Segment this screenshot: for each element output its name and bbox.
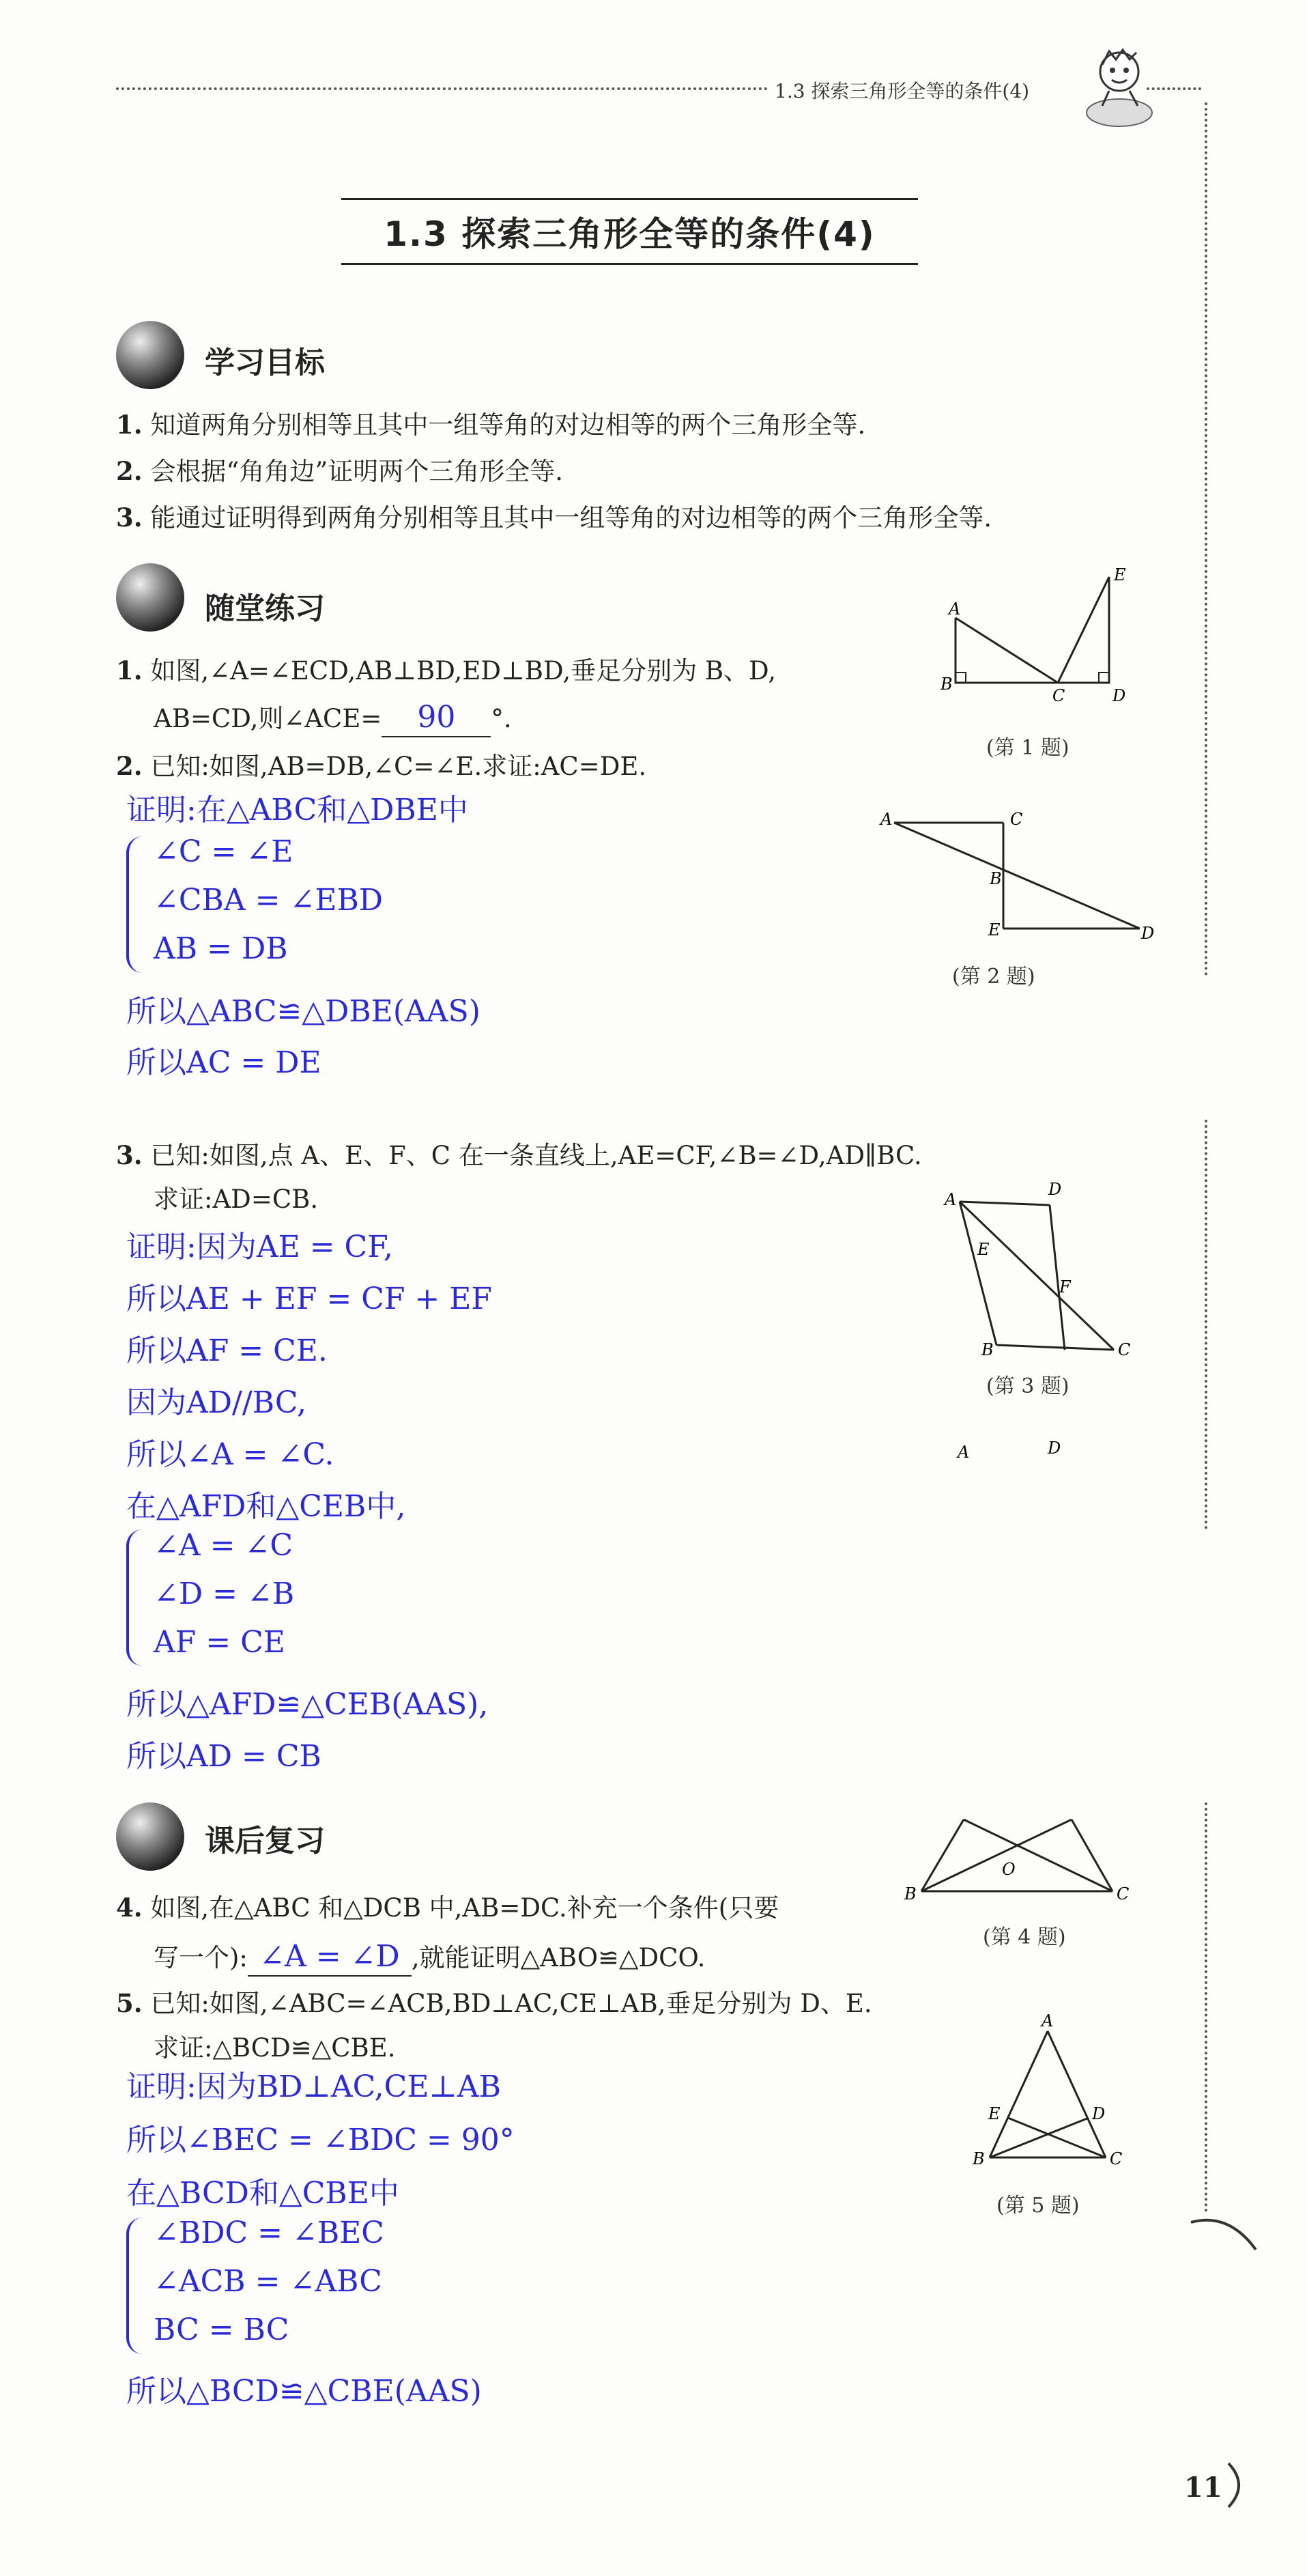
running-title: 1.3 探索三角形全等的条件(4) bbox=[775, 80, 1030, 102]
q1-line2: AB=CD,则∠ACE= bbox=[154, 704, 382, 733]
page-title: 1.3 探索三角形全等的条件(4) bbox=[341, 198, 918, 265]
point-label: B bbox=[904, 1884, 917, 1903]
point-label: A bbox=[1042, 2014, 1054, 2030]
mascot-icon bbox=[1082, 38, 1157, 133]
point-label: B bbox=[990, 869, 1002, 888]
goal-number: 1. bbox=[116, 410, 143, 440]
point-label: E bbox=[1114, 565, 1126, 584]
figure-5-caption: (第 5 题) bbox=[996, 2194, 1080, 2218]
goal-number: 2. bbox=[116, 456, 143, 486]
point-label: B bbox=[981, 1340, 994, 1359]
goal-text: 会根据“角角边”证明两个三角形全等. bbox=[150, 457, 563, 486]
section-globe-icon bbox=[116, 563, 184, 632]
q5-conclusion: 所以△BCD≌△CBE(AAS) bbox=[126, 2374, 482, 2409]
q5-line1: 已知:如图,∠ABC=∠ACB,BD⊥AC,CE⊥AB,垂足分别为 D、E. bbox=[150, 1989, 872, 2018]
q1-line1: 如图,∠A=∠ECD,AB⊥BD,ED⊥BD,垂足分别为 B、D, bbox=[150, 656, 777, 685]
section-title-goals: 学习目标 bbox=[205, 345, 325, 380]
brace bbox=[126, 1529, 143, 1666]
point-label: C bbox=[1118, 1340, 1131, 1359]
q3-proof-line: 因为AD//BC, bbox=[126, 1385, 306, 1420]
q1-answer: 90 bbox=[417, 700, 456, 735]
q4-line2-end: ,就能证明△ABO≌△DCO. bbox=[411, 1943, 706, 1972]
q2-conclusion: 所以AC = DE bbox=[126, 1045, 321, 1080]
page-number: 11 bbox=[1184, 2472, 1222, 2504]
figure-3 bbox=[935, 1171, 1140, 1362]
q4-answer: ∠A = ∠D bbox=[259, 1939, 400, 1974]
q5-condition: ∠ACB = ∠ABC bbox=[154, 2264, 382, 2299]
q5-proof-line: 在△BCD和△CBE中 bbox=[126, 2176, 399, 2211]
point-label: O bbox=[1002, 1860, 1016, 1879]
goal-text: 知道两角分别相等且其中一组等角的对边相等的两个三角形全等. bbox=[150, 410, 866, 440]
q1-answer-blank[interactable] bbox=[382, 700, 491, 737]
header-rule bbox=[116, 87, 768, 90]
figure-2-caption: (第 2 题) bbox=[952, 965, 1035, 989]
figure-1 bbox=[928, 560, 1147, 717]
point-label: B bbox=[973, 2149, 985, 2168]
q5-proof-line: 所以∠BEC = ∠BDC = 90° bbox=[126, 2123, 515, 2157]
section-globe-icon bbox=[116, 321, 184, 389]
q3-conclusion: 所以△AFD≌△CEB(AAS), bbox=[126, 1687, 489, 1722]
point-label: D bbox=[1048, 1439, 1061, 1458]
q2-text: 已知:如图,AB=DB,∠C=∠E.求证:AC=DE. bbox=[150, 752, 647, 781]
q2-conclusion: 所以△ABC≌△DBE(AAS) bbox=[126, 994, 480, 1029]
q5-proof-line: 证明:因为BD⊥AC,CE⊥AB bbox=[126, 2069, 501, 2104]
point-label: D bbox=[1112, 686, 1126, 705]
margin-rule bbox=[1205, 102, 1207, 976]
header-rule-right bbox=[1147, 87, 1201, 90]
brace bbox=[126, 836, 143, 973]
section-title-review: 课后复习 bbox=[205, 1824, 325, 1858]
point-label: E bbox=[988, 2104, 1001, 2123]
point-label: A bbox=[880, 810, 893, 829]
q2-condition: ∠C = ∠E bbox=[154, 834, 293, 869]
figure-5 bbox=[969, 2014, 1133, 2171]
figure-2 bbox=[867, 799, 1140, 942]
q5-condition: ∠BDC = ∠BEC bbox=[154, 2216, 384, 2250]
q3-conclusion: 所以AD = CB bbox=[126, 1739, 321, 1774]
q2-condition: ∠CBA = ∠EBD bbox=[154, 883, 384, 918]
q3-condition: AF = CE bbox=[154, 1625, 285, 1660]
point-label: F bbox=[1059, 1277, 1071, 1297]
question-number: 1. bbox=[116, 655, 143, 685]
q3-proof-line: 所以AF = CE. bbox=[126, 1333, 328, 1368]
question-number: 5. bbox=[116, 1988, 143, 2018]
point-label: A bbox=[945, 1190, 957, 1209]
figure-1-caption: (第 1 题) bbox=[986, 736, 1069, 760]
point-label: C bbox=[1110, 2149, 1123, 2168]
brace bbox=[126, 2218, 143, 2354]
question-number: 4. bbox=[116, 1893, 143, 1923]
point-label: D bbox=[1141, 924, 1155, 943]
figure-partial bbox=[952, 1437, 1089, 1464]
point-label: D bbox=[1092, 2104, 1106, 2123]
point-label: A bbox=[949, 599, 961, 619]
question-number: 3. bbox=[116, 1140, 143, 1170]
figure-4-caption: (第 4 题) bbox=[983, 1925, 1066, 1949]
section-globe-icon bbox=[116, 1802, 184, 1871]
margin-rule-3 bbox=[1205, 1802, 1207, 2212]
q3-condition: ∠D = ∠B bbox=[154, 1576, 295, 1611]
point-label: E bbox=[988, 920, 1001, 939]
q3-proof-line: 证明:因为AE = CF, bbox=[126, 1230, 393, 1264]
page-corner-curl bbox=[1188, 2209, 1263, 2263]
q3-proof-line: 在△AFD和△CEB中, bbox=[126, 1489, 406, 1524]
point-label: C bbox=[1010, 810, 1023, 829]
q4-line2: 写一个): bbox=[154, 1943, 248, 1972]
q2-condition: AB = DB bbox=[154, 931, 288, 966]
q2-proof-intro: 证明:在△ABC和△DBE中 bbox=[126, 793, 468, 827]
margin-rule-2 bbox=[1205, 1120, 1207, 1529]
goal-number: 3. bbox=[116, 503, 143, 533]
q1-line2-end: °. bbox=[491, 704, 512, 733]
goal-text: 能通过证明得到两角分别相等且其中一组等角的对边相等的两个三角形全等. bbox=[150, 503, 992, 533]
q3-condition: ∠A = ∠C bbox=[154, 1528, 293, 1563]
q3-proof-line: 所以AE + EF = CF + EF bbox=[126, 1282, 492, 1316]
figure-4 bbox=[901, 1816, 1133, 1912]
q4-answer-blank[interactable] bbox=[248, 1939, 412, 1977]
point-label: B bbox=[940, 675, 953, 694]
point-label: C bbox=[1052, 686, 1065, 705]
figure-2-label-d bbox=[1140, 918, 1167, 946]
point-label: D bbox=[1048, 1180, 1062, 1199]
figure-3-caption: (第 3 题) bbox=[986, 1374, 1069, 1398]
page-number-bracket bbox=[1222, 2458, 1256, 2513]
q3-line2: 求证:AD=CB. bbox=[154, 1185, 319, 1214]
q3-proof-line: 所以∠A = ∠C. bbox=[126, 1437, 334, 1472]
point-label: E bbox=[977, 1240, 990, 1259]
point-label: A bbox=[958, 1443, 970, 1462]
point-label: C bbox=[1117, 1884, 1130, 1903]
q3-line1: 已知:如图,点 A、E、F、C 在一条直线上,AE=CF,∠B=∠D,AD∥BC. bbox=[150, 1141, 922, 1170]
question-number: 2. bbox=[116, 751, 143, 781]
q5-condition: BC = BC bbox=[154, 2312, 289, 2347]
q4-line1: 如图,在△ABC 和△DCB 中,AB=DC.补充一个条件(只要 bbox=[150, 1893, 779, 1923]
section-title-practice: 随堂练习 bbox=[205, 591, 325, 626]
q5-line2: 求证:△BCD≌△CBE. bbox=[154, 2033, 396, 2063]
